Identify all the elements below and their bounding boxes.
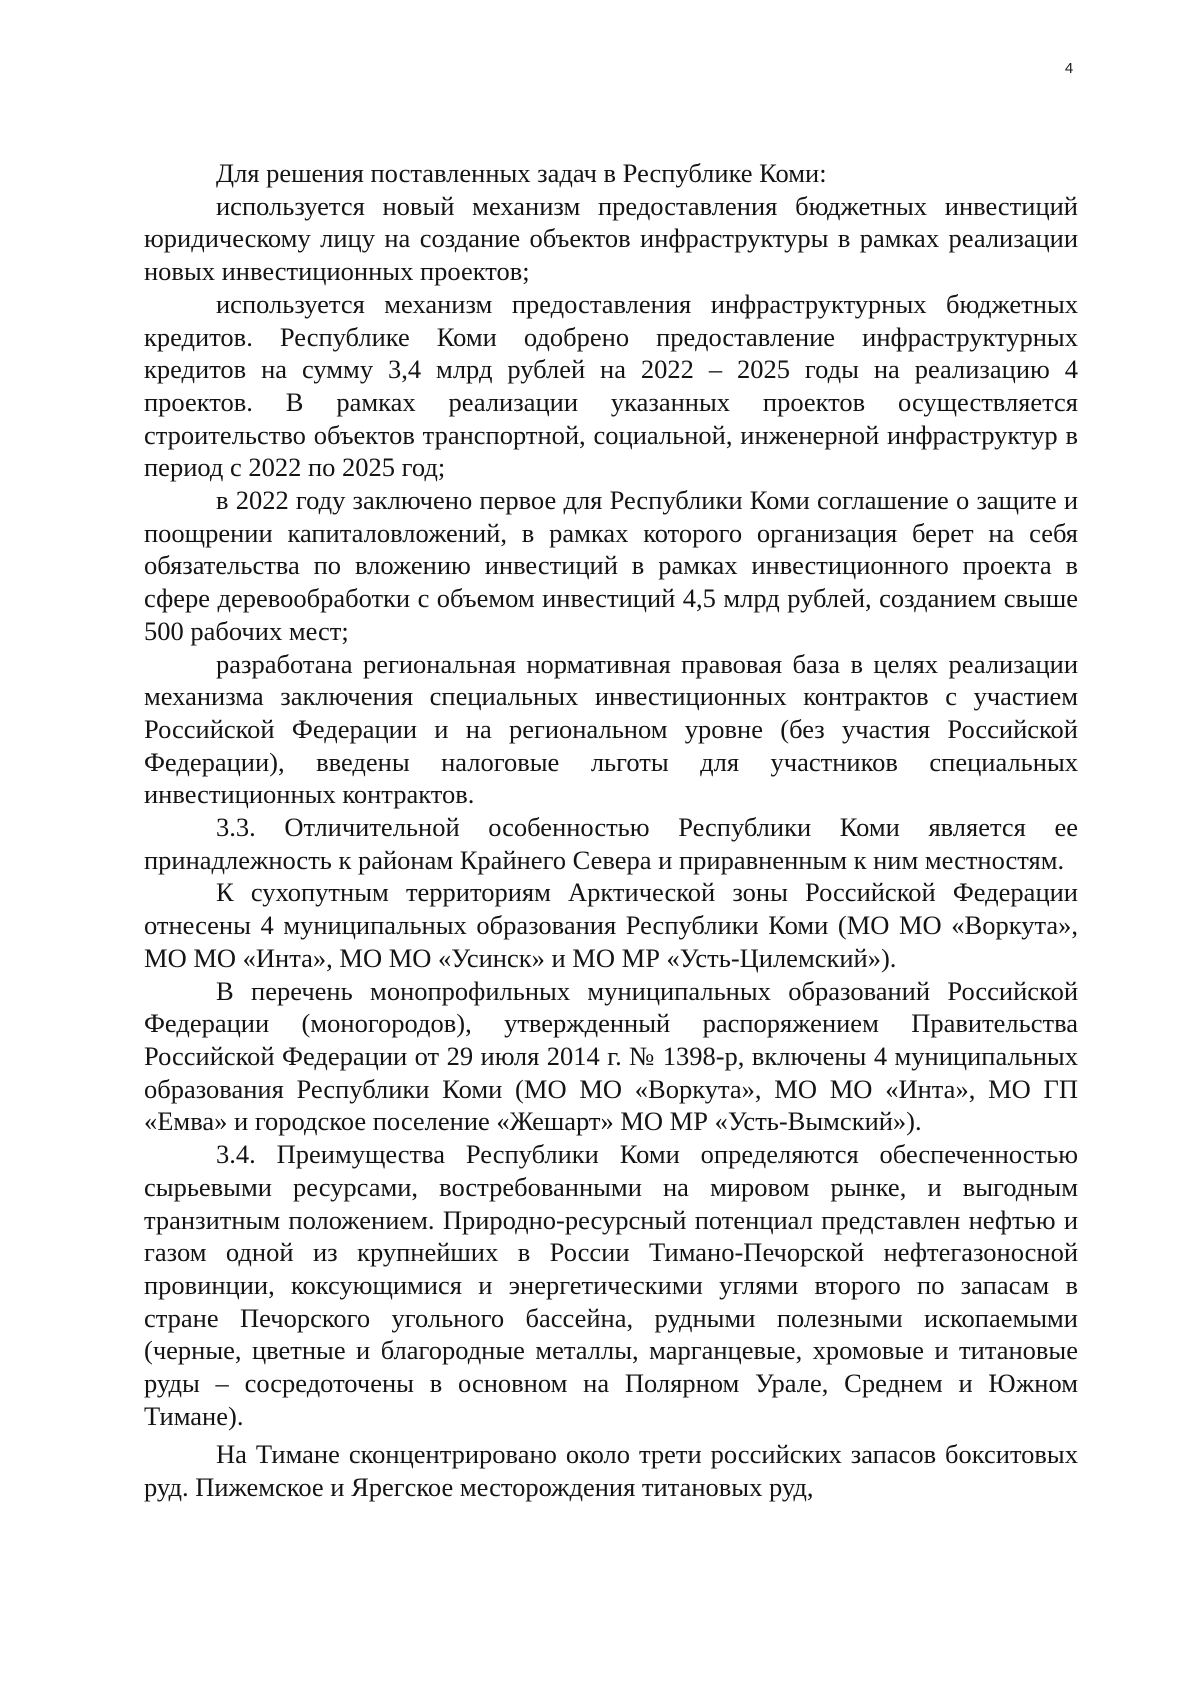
document-body bbox=[144, 157, 1078, 1504]
paragraph-monotowns: В перечень монопрофильных муниципальных образований Российской Федерации (моногородов), утвержденный распоряжением Правительства Российской Федерации от 29 июля 2014 г. № 1398-р, включены 4 муниципальных образования Республики Коми (МО МО «Воркута», МО МО «Инта», МО ГП «Емва» и городское поселение «Жешарт» МО МР «Усть-Вымский»). bbox=[144, 975, 1078, 1137]
paragraph-infrastructure-credits: используется механизм предоставления инфраструктурных бюджетных кредитов. Республике Коми одобрено предоставление инфраструктурных кредитов на сумму 3,4 млрд рублей на 2022 – 2025 годы на реализацию 4 проектов. В рамках реализации указанных проектов осуществляется строительство объектов транспортной, социальной, инженерной инфраструктур в период с 2022 по 2025 год; bbox=[144, 288, 1078, 483]
paragraph-arctic-zone: К сухопутным территориям Арктической зоны Российской Федерации отнесены 4 муниципальных образования Республики Коми (МО МО «Воркута», МО МО «Инта», МО МО «Усинск» и МО МР «Усть-Цилемский»). bbox=[144, 877, 1078, 973]
paragraph-budget-investments: используется новый механизм предоставления бюджетных инвестиций юридическому лицу на создание объектов инфраструктуры в рамках реализации новых инвестиционных проектов; bbox=[144, 190, 1078, 287]
paragraph-section-3-3: 3.3. Отличительной особенностью Республики Коми является ее принадлежность к районам Крайнего Севера и приравненным к ним местностям. bbox=[144, 812, 1078, 875]
paragraph-intro: Для решения поставленных задач в Республике Коми: bbox=[216, 158, 827, 188]
paragraph-section-3-4: 3.4. Преимущества Республики Коми определяются обеспеченностью сырьевыми ресурсами, востребованными на мировом рынке, и выгодным транзитным положением. Природно-ресурсный потенциал представлен нефтью и газом одной из крупнейших в России Тимано-Печорской нефтегазоносной провинции, коксующимися и энергетическими углями второго по запасам в стране Печорского угольного бассейна, рудными полезными ископаемыми (черные, цветные и благородные металлы, марганцевые, хромовые и титановые руды – сосредоточены в основном на Полярном Урале, Среднем и Южном Тимане). bbox=[144, 1139, 1078, 1431]
page-number: 4 bbox=[1064, 60, 1074, 77]
paragraph-capital-investment-agreement: в 2022 году заключено первое для Республики Коми соглашение о защите и поощрении капиталовложений, в рамках которого организация берет на себя обязательства по вложению инвестиций в рамках инвестиционного проекта в сфере деревообработки с объемом инвестиций 4,5 млрд рублей, созданием свыше 500 рабочих мест; bbox=[144, 485, 1078, 646]
paragraph-timan: На Тимане сконцентрировано около трети российских запасов бокситовых руд. Пижемское и Ярегское месторождения титановых руд, bbox=[144, 1439, 1078, 1503]
paragraph-regulatory-framework: разработана региональная нормативная правовая база в целях реализации механизма заключения специальных инвестиционных контрактов с участием Российской Федерации и на региональном уровне (без участия Российской Федерации), введены налоговые льготы для участников специальных инвестиционных контрактов. bbox=[144, 648, 1078, 810]
